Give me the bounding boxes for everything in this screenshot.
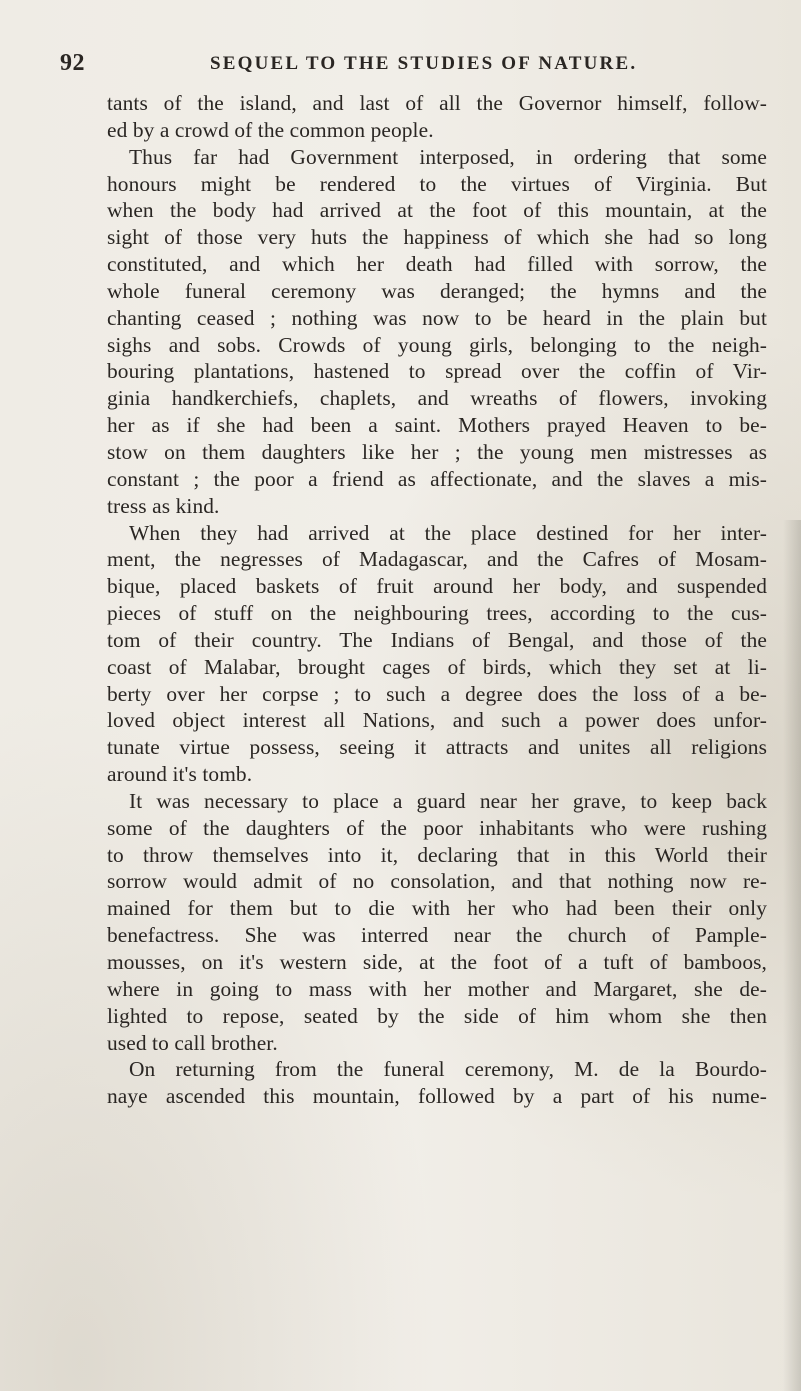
- text-line: loved object interest all Nations, and such a power does unfor-: [107, 708, 767, 733]
- text-line: when the body had arrived at the foot of this mountain, at the: [107, 198, 767, 223]
- text-line: around it's tomb.: [107, 762, 253, 787]
- text-line: berty over her corpse ; to such a degree does the loss of a be-: [107, 681, 767, 706]
- text-line: bouring plantations, hastened to spread over the coffin of Vir-: [107, 359, 767, 384]
- text-line: When they had arrived at the place destined for her inter-: [129, 520, 767, 545]
- page-number: 92: [60, 50, 85, 76]
- running-title: SEQUEL TO THE STUDIES OF NATURE.: [210, 53, 638, 74]
- text-line: tants of the island, and last of all the Governor himself, follow-: [107, 91, 767, 115]
- text-line: pieces of stuff on the neighbouring trees, according to the cus-: [107, 601, 767, 626]
- text-line: benefactress. She was interred near the church of Pample-: [107, 923, 767, 948]
- text-line: bique, placed baskets of fruit around her body, and suspended: [107, 574, 767, 599]
- text-line: mousses, on it's western side, at the foot of a tuft of bamboos,: [107, 950, 767, 974]
- text-line: ginia handkerchiefs, chaplets, and wreaths of flowers, invoking: [107, 386, 767, 411]
- text-line: naye ascended this mountain, followed by a part of his nume-: [107, 1084, 767, 1109]
- text-line: constituted, and which her death had filled with sorrow, the: [107, 252, 767, 277]
- text-line: constant ; the poor a friend as affectionate, and the slaves a mis-: [107, 466, 767, 491]
- text-line: It was necessary to place a guard near her grave, to keep back: [129, 788, 767, 813]
- text-line: sighs and sobs. Crowds of young girls, belonging to the neigh-: [107, 332, 767, 357]
- text-line: ment, the negresses of Madagascar, and the Cafres of Mosam-: [107, 547, 767, 572]
- body-text: [107, 90, 767, 1110]
- text-line: her as if she had been a saint. Mothers prayed Heaven to be-: [107, 413, 767, 438]
- text-line: coast of Malabar, brought cages of birds, which they set at li-: [107, 654, 767, 679]
- text-line: some of the daughters of the poor inhabitants who were rushing: [107, 815, 767, 840]
- text-line: Thus far had Government interposed, in ordering that some: [129, 144, 767, 169]
- text-line: tress as kind.: [107, 493, 220, 518]
- text-line: lighted to repose, seated by the side of him whom she then: [107, 1003, 767, 1028]
- text-line: where in going to mass with her mother and Margaret, she de-: [107, 976, 767, 1001]
- text-line: tunate virtue possess, seeing it attracts and unites all religions: [107, 735, 767, 760]
- text-line: mained for them but to die with her who had been their only: [107, 896, 767, 921]
- text-line: On returning from the funeral ceremony, M. de la Bourdo-: [129, 1057, 767, 1082]
- text-line: used to call brother.: [107, 1030, 278, 1055]
- text-line: chanting ceased ; nothing was now to be heard in the plain but: [107, 305, 767, 330]
- text-line: to throw themselves into it, declaring that in this World their: [107, 842, 767, 867]
- text-line: whole funeral ceremony was deranged; the hymns and the: [107, 278, 767, 303]
- text-line: honours might be rendered to the virtues of Virginia. But: [107, 171, 767, 196]
- text-line: sight of those very huts the happiness of which she had so long: [107, 225, 767, 250]
- text-line: ed by a crowd of the common people.: [107, 117, 434, 142]
- page-edge-shadow: [783, 520, 801, 1391]
- text-line: tom of their country. The Indians of Bengal, and those of the: [107, 627, 767, 652]
- running-head: [60, 50, 760, 80]
- text-line: sorrow would admit of no consolation, and that nothing now re-: [107, 869, 767, 894]
- text-line: stow on them daughters like her ; the young men mistresses as: [107, 439, 767, 464]
